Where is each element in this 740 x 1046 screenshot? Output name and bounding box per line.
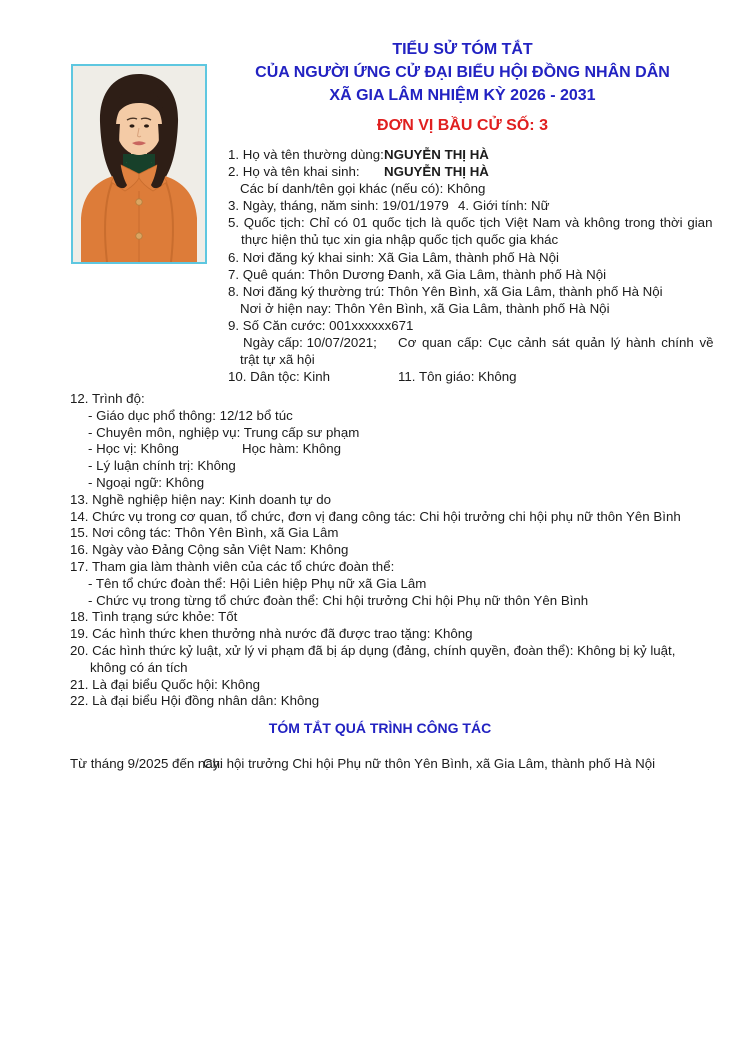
field-id-issuer-continued: trật tự xã hội	[240, 352, 315, 368]
career-entry	[70, 755, 720, 772]
career-period: Từ tháng 9/2025 đến nay:	[70, 756, 224, 771]
qualifications-section	[70, 391, 690, 710]
field-current-residence: Nơi ở hiện nay: Thôn Yên Bình, xã Gia Lâm, thành phố Hà Nội	[240, 300, 610, 316]
field-edu-title: Học hàm: Không	[242, 441, 342, 457]
field-org-membership-heading: 17. Tham gia làm thành viên của các tổ chức đoàn thể:	[70, 558, 395, 574]
field-edu-degree-title	[70, 441, 690, 458]
field-religion: 11. Tôn giáo: Không	[398, 369, 517, 385]
document-header	[210, 38, 715, 137]
personal-info-section	[228, 146, 715, 385]
field-common-name-label: 1. Họ và tên thường dùng:	[228, 147, 384, 162]
field-gender: 4. Giới tính: Nữ	[458, 198, 550, 214]
page-title-line-1: TIỂU SỬ TÓM TẮT	[392, 41, 533, 58]
field-common-name	[228, 146, 715, 163]
field-edu-degree: - Học vị: Không	[88, 441, 179, 457]
field-id-issuer: Cơ quan cấp: Cục cảnh sát quản lý hành chính về	[398, 335, 714, 351]
field-hometown: 7. Quê quán: Thôn Dương Đanh, xã Gia Lâm, thành phố Hà Nội	[228, 266, 607, 282]
field-awards: 19. Các hình thức khen thưởng nhà nước đã được trao tặng: Không	[70, 626, 473, 642]
field-dob-gender	[228, 197, 715, 214]
field-edu-professional: - Chuyên môn, nghiệp vụ: Trung cấp sư phạm	[88, 424, 360, 440]
election-unit-line: ĐƠN VỊ BẦU CỬ SỐ: 3	[377, 117, 548, 134]
page-title-line-3: XÃ GIA LÂM NHIỆM KỲ 2026 - 2031	[329, 87, 596, 104]
field-nationality-line-2: thực hiện thủ tục xin gia nhập quốc tịch quốc gia khác	[241, 232, 559, 248]
field-id-number: 9. Số Căn cước: 001xxxxxx671	[228, 317, 414, 333]
page-title-line-2: CỦA NGƯỜI ỨNG CỬ ĐẠI BIỂU HỘI ĐỒNG NHÂN DÂN	[255, 64, 670, 81]
field-edu-general: - Giáo dục phổ thông: 12/12 bổ túc	[88, 407, 293, 423]
field-common-name-value: NGUYỄN THỊ HÀ	[384, 147, 489, 162]
field-discipline-line-2: không có án tích	[90, 659, 188, 675]
field-occupation: 13. Nghề nghiệp hiện nay: Kinh doanh tự do	[70, 491, 332, 507]
candidate-portrait-illustration	[73, 66, 205, 262]
field-birth-name-value: NGUYỄN THỊ HÀ	[384, 164, 489, 180]
field-dob: 3. Ngày, tháng, năm sinh: 19/01/1979	[228, 198, 449, 214]
field-birth-name	[228, 163, 715, 180]
field-position: 14. Chức vụ trong cơ quan, tổ chức, đơn vị đang công tác: Chi hội trưởng chi hội phụ nữ thôn Yên Bình	[70, 508, 681, 524]
field-national-assembly-deputy: 21. Là đại biểu Quốc hội: Không	[70, 676, 260, 692]
field-edu-politics: - Lý luận chính trị: Không	[88, 458, 236, 474]
field-permanent-residence: 8. Nơi đăng ký thường trú: Thôn Yên Bình, xã Gia Lâm, thành phố Hà Nội	[228, 283, 663, 299]
field-health-status: 18. Tình trạng sức khỏe: Tốt	[70, 609, 238, 625]
field-org-name: - Tên tổ chức đoàn thể: Hội Liên hiệp Phụ nữ xã Gia Lâm	[88, 575, 427, 591]
field-edu-language: - Ngoại ngữ: Không	[88, 474, 205, 490]
candidate-photo	[71, 64, 207, 264]
field-party-join-date: 16. Ngày vào Đảng Cộng sản Việt Nam: Không	[70, 542, 349, 558]
field-birth-registration: 6. Nơi đăng ký khai sinh: Xã Gia Lâm, thành phố Hà Nội	[228, 249, 559, 265]
field-id-issue	[228, 334, 715, 351]
field-aliases: Các bí danh/tên gọi khác (nếu có): Không	[240, 181, 486, 197]
career-summary-heading: TÓM TẮT QUÁ TRÌNH CÔNG TÁC	[268, 720, 492, 736]
field-peoples-council-deputy: 22. Là đại biểu Hội đồng nhân dân: Không	[70, 693, 320, 709]
field-ethnicity-religion	[228, 368, 715, 385]
field-id-issue-date: Ngày cấp: 10/07/2021;	[243, 335, 377, 351]
career-role: Chi hội trưởng Chi hội Phụ nữ thôn Yên Bình, xã Gia Lâm, thành phố Hà Nội	[203, 756, 656, 771]
field-birth-name-label: 2. Họ và tên khai sinh:	[228, 164, 360, 180]
field-discipline-line-1: 20. Các hình thức kỷ luật, xử lý vi phạm đã bị áp dụng (đảng, chính quyền, đoàn thể): Không bị kỷ luật,	[70, 642, 676, 658]
field-ethnicity: 10. Dân tộc: Kinh	[228, 369, 331, 385]
field-nationality-line-1: 5. Quốc tịch: Chỉ có 01 quốc tịch là quốc tịch Việt Nam và không trong thời gian	[228, 215, 713, 231]
field-education-heading: 12. Trình độ:	[70, 391, 145, 406]
field-org-position: - Chức vụ trong từng tổ chức đoàn thể: Chi hội trưởng Chi hội Phụ nữ thôn Yên Bình	[88, 592, 589, 608]
field-workplace: 15. Nơi công tác: Thôn Yên Bình, xã Gia Lâm	[70, 525, 339, 541]
